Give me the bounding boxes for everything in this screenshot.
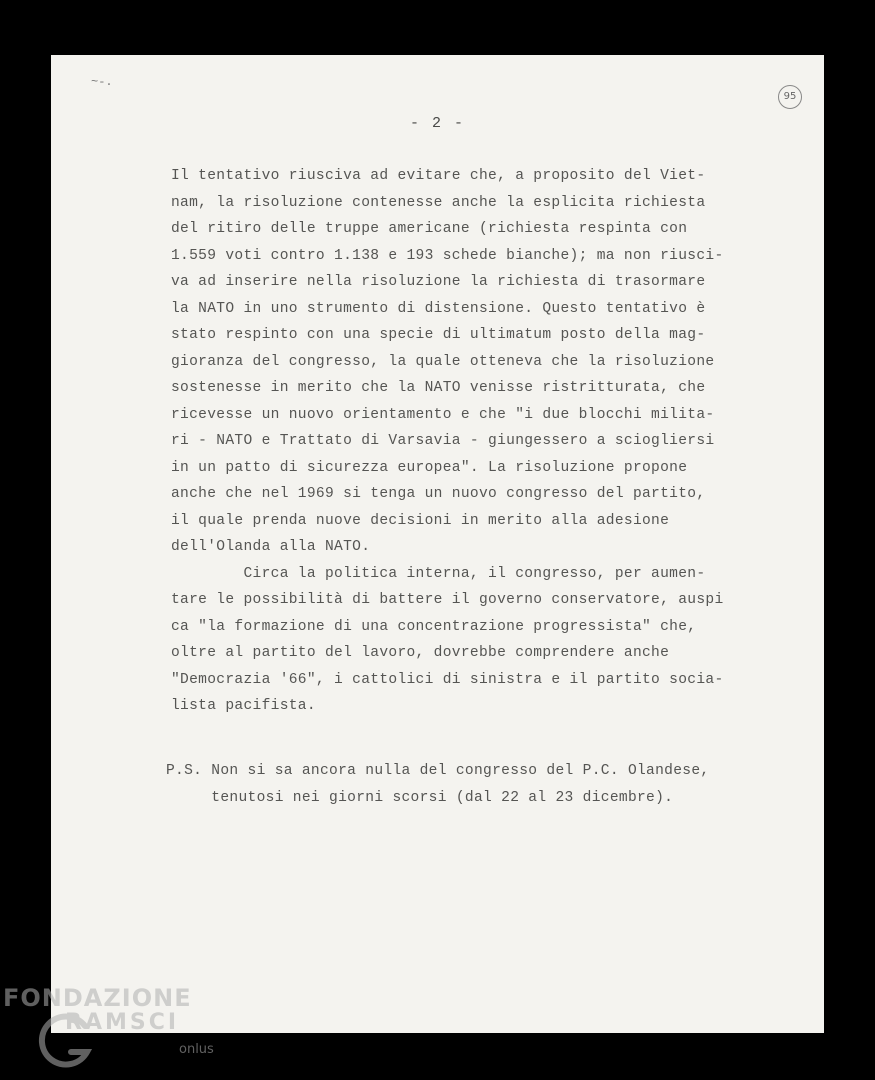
text-line: sostenesse in merito che la NATO venisse ristritturata, che — [171, 380, 706, 396]
body-text — [171, 163, 741, 720]
text-line: ricevesse un nuovo orientamento e che "i due blocchi milita- — [171, 406, 715, 423]
text-line: stato respinto con una specie di ultimatum posto della mag- — [171, 327, 706, 343]
text-line: Il tentativo riusciva ad evitare che, a proposito del Viet- — [171, 168, 706, 184]
watermark-title: FONDAZIONE — [3, 984, 192, 1012]
postscript-line: P.S. Non si sa ancora nulla del congresso del P.C. Olandese, — [166, 763, 710, 779]
text-line: anche che nel 1969 si tenga un nuovo congresso del partito, — [171, 486, 706, 502]
text-line: va ad inserire nella risoluzione la richiesta di trasormare — [171, 274, 706, 290]
text-line: il quale prenda nuove decisioni in merito alla adesione — [171, 512, 670, 529]
folio-number-stamp: 95 — [778, 85, 802, 109]
watermark-suffix: onlus — [179, 1042, 214, 1057]
text-line: 1.559 voti contro 1.138 e 193 schede bianche); ma non riusci- — [171, 247, 724, 264]
page-number: - 2 - — [409, 115, 465, 132]
text-line: ca "la formazione di una concentrazione progressista" che, — [171, 618, 697, 635]
text-line: oltre al partito del lavoro, dovrebbe comprendere anche — [171, 645, 670, 661]
text-line: del ritiro delle truppe americane (richiesta respinta con — [171, 221, 688, 237]
text-line: in un patto di sicurezza europea". La risoluzione propone — [171, 459, 688, 476]
text-line: "Democrazia '66", i cattolici di sinistra e il partito socia- — [171, 671, 724, 688]
foundation-watermark — [3, 984, 243, 1076]
postscript — [166, 758, 766, 812]
text-line: tare le possibilità di battere il governo conservatore, auspi — [171, 592, 724, 608]
text-line: lista pacifista. — [171, 698, 316, 714]
watermark-subtitle: RAMSCI — [65, 1010, 180, 1035]
text-line: dell'Olanda alla NATO. — [171, 539, 371, 555]
margin-mark: ~-. — [91, 75, 113, 89]
postscript-line: tenutosi nei giorni scorsi (dal 22 al 23 dicembre). — [166, 790, 674, 806]
text-line: gioranza del congresso, la quale otteneva che la risoluzione — [171, 353, 715, 370]
text-line: la NATO in uno strumento di distensione. Questo tentativo è — [171, 300, 706, 317]
text-line: nam, la risoluzione contenesse anche la esplicita richiesta — [171, 194, 706, 211]
text-line: ri - NATO e Trattato di Varsavia - giungessero a sciogliersi — [171, 433, 715, 449]
document-page — [51, 55, 824, 1033]
text-line: Circa la politica interna, il congresso, per aumen- — [171, 565, 706, 582]
